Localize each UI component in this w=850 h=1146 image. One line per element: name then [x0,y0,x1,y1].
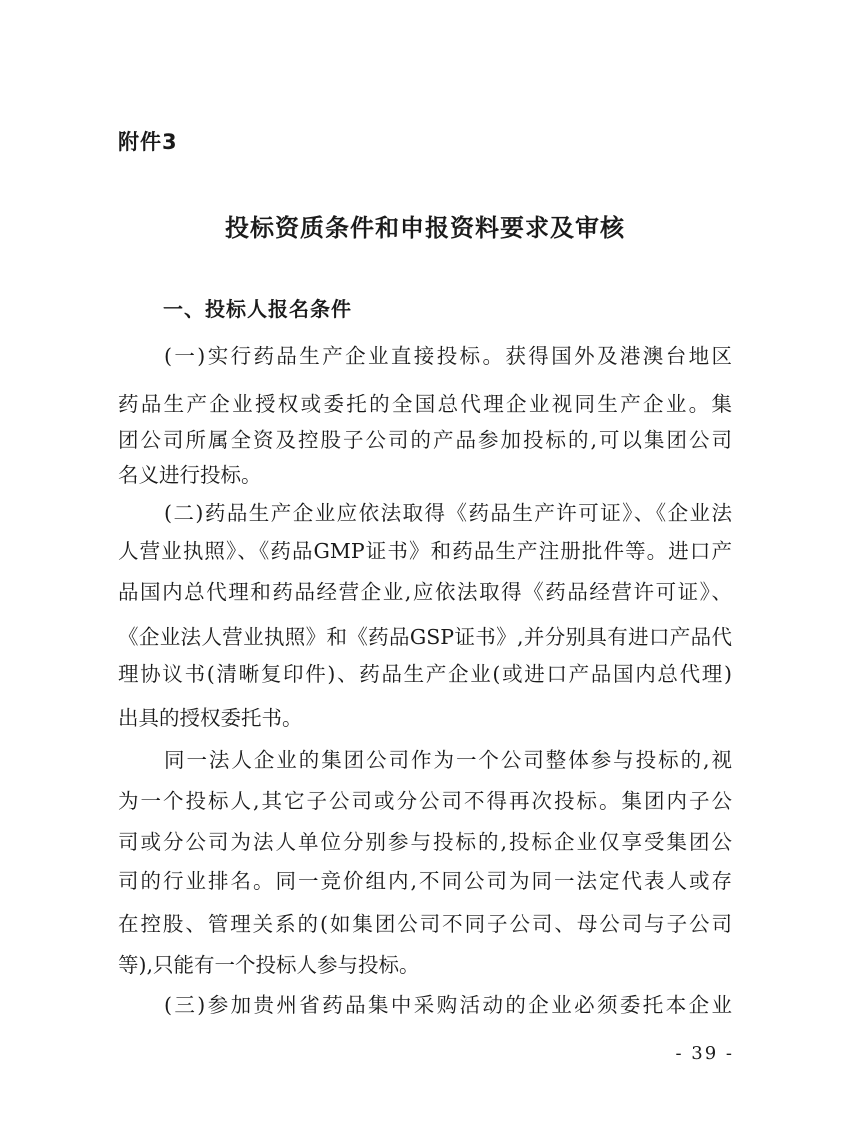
paragraph-line: 团公司所属全资及控股子公司的产品参加投标的,可以集团公司 [118,428,732,452]
paragraph-line: 等),只能有一个投标人参与投标。 [118,953,420,977]
paragraph-line: 司的行业排名。同一竞价组内,不同公司为同一法定代表人或存 [118,869,732,893]
section-heading: 一、投标人报名条件 [163,297,352,321]
paragraph-line: (一)实行药品生产企业直接投标。获得国外及港澳台地区 [164,344,732,368]
paragraph-line: 理协议书(清晰复印件)、药品生产企业(或进口产品国内总代理) [118,662,732,686]
paragraph-line: 司或分公司为法人单位分别参与投标的,投标企业仅享受集团公 [118,830,732,854]
paragraph-line: 在控股、管理关系的(如集团公司不同子公司、母公司与子公司 [118,912,732,936]
paragraph-line: 名义进行投标。 [118,463,262,487]
paragraph-line: 品国内总代理和药品经营企业,应依法取得《药品经营许可证》、 [118,580,732,604]
paragraph-line: 出具的授权委托书。 [118,706,303,730]
paragraph-line: 《企业法人营业执照》和《药品GSP证书》,并分别具有进口产品代 [118,625,732,649]
paragraph-line: (二)药品生产企业应依法取得《药品生产许可证》、《企业法 [164,501,732,525]
paragraph-line: 人营业执照》、《药品GMP证书》和药品生产注册批件等。进口产 [118,539,732,563]
attachment-label: 附件3 [118,130,178,154]
page-number: - 39 - [675,1043,734,1064]
paragraph-line: 药品生产企业授权或委托的全国总代理企业视同生产企业。集 [118,392,732,416]
document-title: 投标资质条件和申报资料要求及审核 [225,213,625,242]
paragraph-line: 为一个投标人,其它子公司或分公司不得再次投标。集团内子公 [118,789,732,813]
paragraph-line: 同一法人企业的集团公司作为一个公司整体参与投标的,视 [164,748,732,772]
paragraph-line: (三)参加贵州省药品集中采购活动的企业必须委托本企业 [164,993,732,1017]
